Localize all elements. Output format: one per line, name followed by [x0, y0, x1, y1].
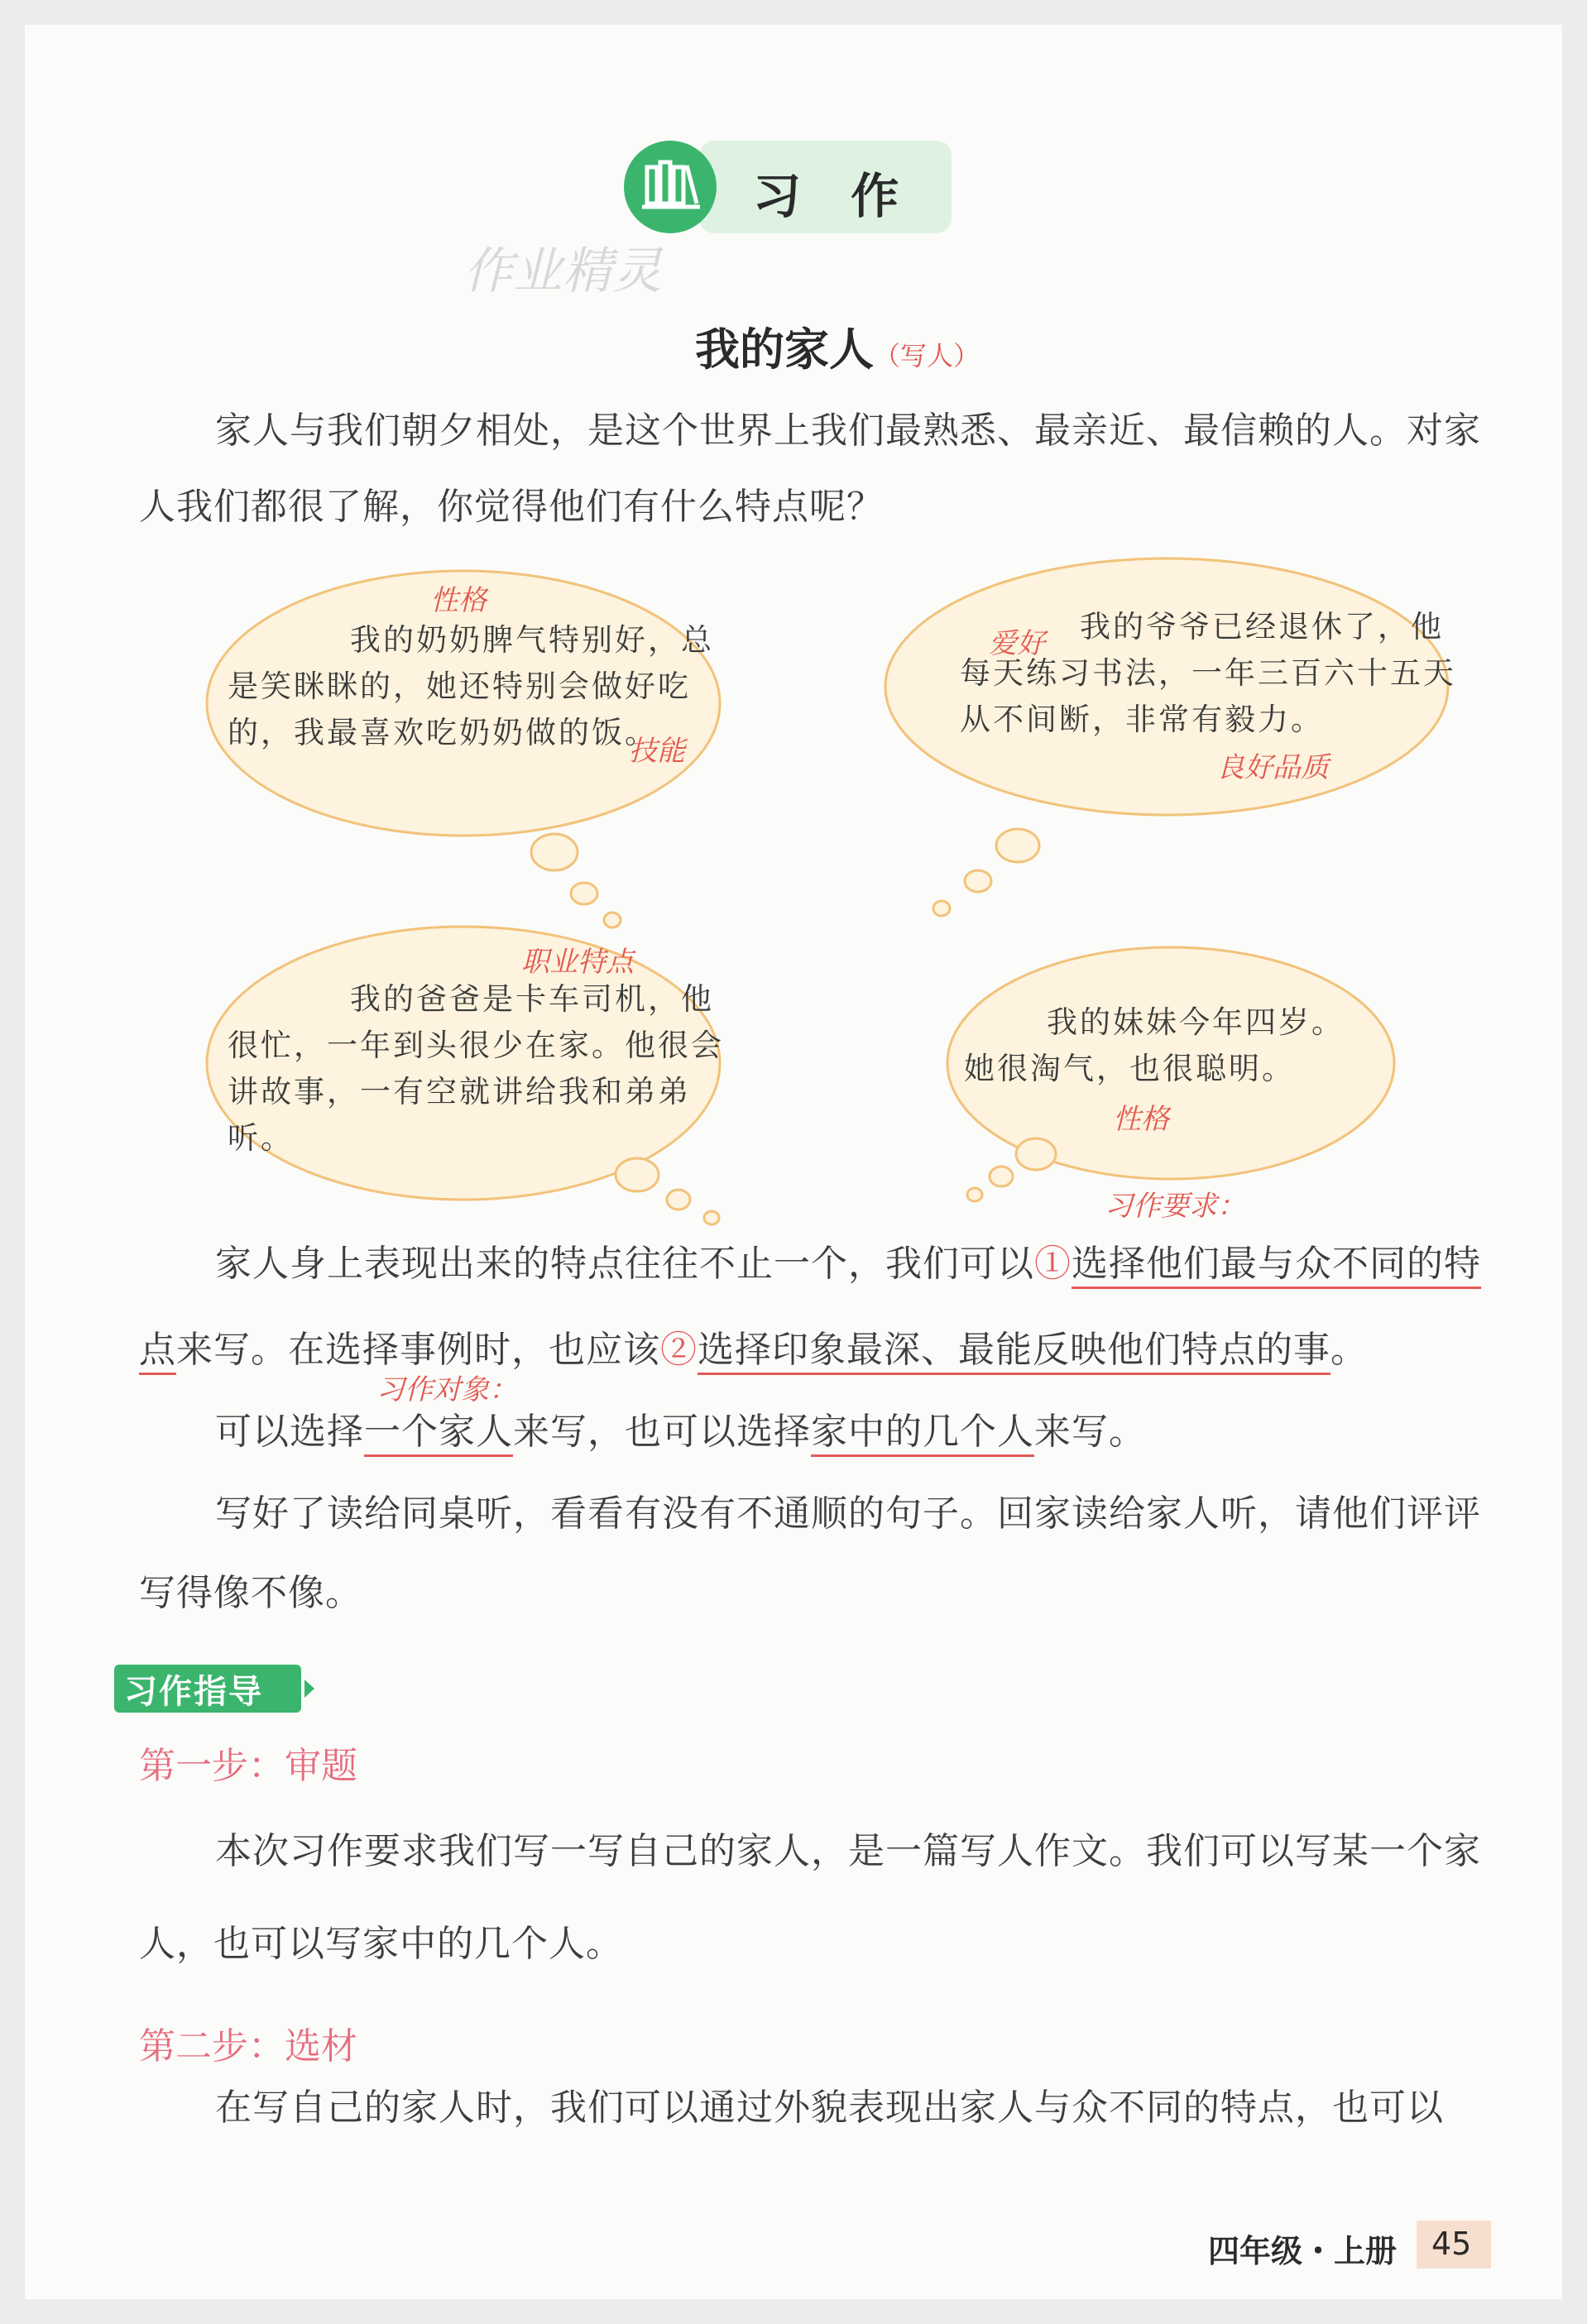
- step2-text: 在写自己的家人时，我们可以通过外貌表现出家人与众不同的特点，也可以: [215, 2087, 1444, 2129]
- step1-title: 第一步：审题: [139, 1745, 357, 1787]
- obj-text-c: 来写，也可以选择: [513, 1411, 811, 1453]
- obj-point-1: 一个家人: [364, 1411, 513, 1457]
- textbook-page: [25, 25, 1562, 2299]
- req-text-e: 。: [1330, 1329, 1368, 1371]
- cloud-sister-text: 我的妹妹今年四岁。她很淘气，也很聪明。: [964, 1004, 1345, 1086]
- grade-label: 四年级・上册: [1208, 2233, 1398, 2269]
- object-annotation: 习作对象：: [376, 1373, 517, 1406]
- title-annotation: （写人）: [874, 340, 980, 371]
- step2-title: 第二步：选材: [139, 2025, 357, 2068]
- object-paragraph: [139, 1392, 1504, 1472]
- guide-badge: 习作指导: [124, 1673, 263, 1711]
- cloud-grandma-tag: 性格: [430, 584, 487, 617]
- watermark: 作业精灵: [463, 242, 662, 300]
- cloud-grandpa-tag2: 良好品质: [1216, 751, 1329, 784]
- cloud-grandpa-tag: 爱好: [989, 627, 1045, 660]
- req-point-1: 选择他们最与众不同的特点: [139, 1243, 1481, 1375]
- req-text-c: 来写。在选择事例时，也应该: [176, 1329, 660, 1371]
- page-number: 45: [1431, 2226, 1472, 2262]
- requirements-paragraph: [139, 1221, 1504, 1393]
- page-title: [695, 314, 980, 378]
- cloud-dad-text: 我的爸爸是卡车司机，他很忙，一年到头很少在家。他很会讲故事，一有空就讲给我和弟弟听。: [228, 981, 724, 1156]
- section-title: 习 作: [753, 168, 916, 224]
- cloud-sister-tag: 性格: [1113, 1103, 1169, 1136]
- step1-text: 本次习作要求我们写一写自己的家人，是一篇写人作文。我们可以写某一个家人，也可以写家中的几个人。: [139, 1830, 1481, 1965]
- req-number-1: ①: [1034, 1243, 1072, 1285]
- requirements-annotation: 习作要求：: [1105, 1190, 1245, 1223]
- reading-paragraph: 写好了读给同桌听，看看有没有不通顺的句子。回家读给家人听，请他们评评写得像不像。: [139, 1493, 1481, 1614]
- req-point-2: 选择印象最深、最能反映他们特点的事: [698, 1329, 1330, 1375]
- req-text-a: 家人身上表现出来的特点往往不止一个，我们可以: [215, 1243, 1034, 1285]
- obj-text-a: 可以选择: [215, 1411, 364, 1453]
- cloud-dad-tag: 职业特点: [521, 946, 634, 979]
- obj-point-2: 家中的几个人: [811, 1411, 1034, 1457]
- cloud-grandpa-text: 我的爷爷已经退休了，他每天练习书法，一年三百六十五天从不间断，非常有毅力。: [960, 609, 1456, 737]
- guide-badge-arrow: [304, 1680, 314, 1698]
- title-main: 我的家人: [695, 323, 874, 376]
- obj-text-e: 来写。: [1034, 1411, 1146, 1453]
- cloud-grandma-tag2: 技能: [629, 735, 685, 768]
- req-number-2: ②: [660, 1329, 698, 1371]
- intro-paragraph: 家人与我们朝夕相处，是这个世界上我们最熟悉、最亲近、最信赖的人。对家人我们都很了解，你觉得他们有什么特点呢？: [139, 410, 1481, 528]
- cloud-grandma-text: 我的奶奶脾气特别好，总是笑眯眯的，她还特别会做好吃的，我最喜欢吃奶奶做的饭。: [228, 622, 714, 750]
